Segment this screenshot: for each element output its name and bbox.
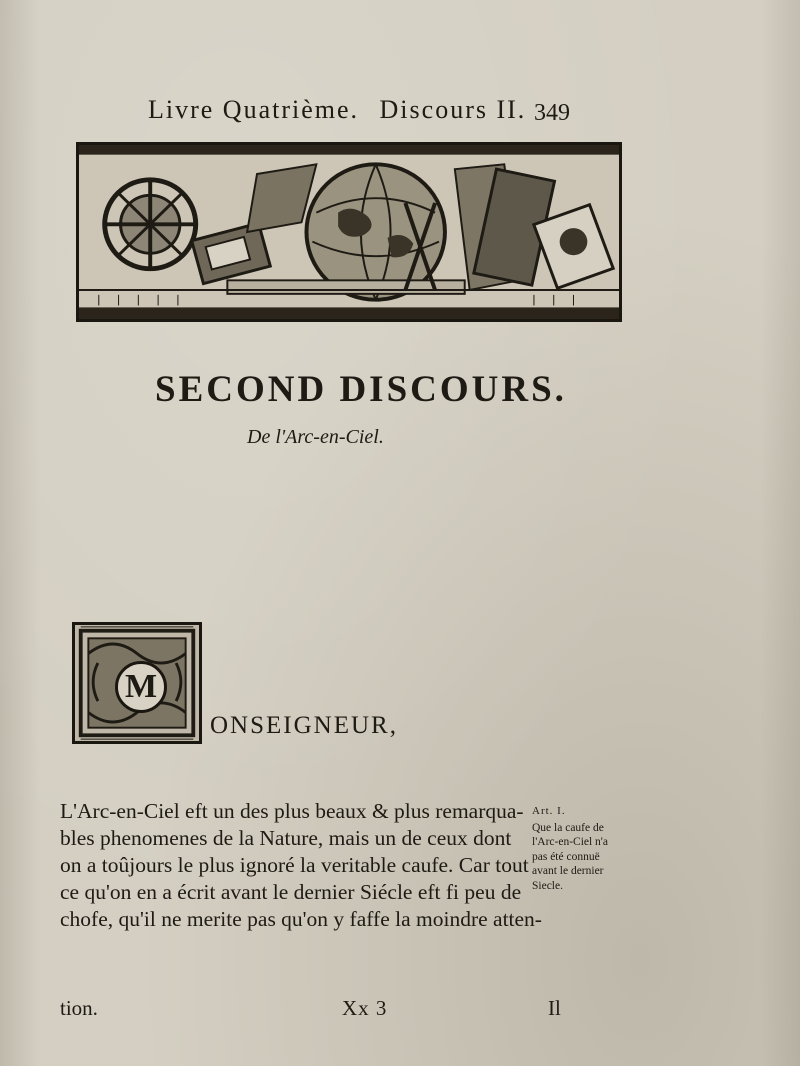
discourse-title: SECOND DISCOURS. <box>155 369 567 410</box>
ornamental-headpiece-icon <box>76 142 622 322</box>
running-head <box>148 95 526 125</box>
salutation: ONSEIGNEUR, <box>210 712 398 739</box>
initial-letter: M <box>115 661 167 713</box>
decorated-initial <box>72 622 202 744</box>
headpiece-engraving <box>79 145 619 319</box>
signature-mark: Xx 3 <box>342 996 388 1020</box>
running-head-discourse: Discours II. <box>379 95 527 124</box>
running-head-book: Livre Quatrième. <box>148 95 360 124</box>
marginal-note-line: l'Arc-en-Ciel n'a <box>532 836 608 848</box>
body-paragraph <box>60 798 542 933</box>
body-line: bles phenomenes de la Nature, mais un de ceux dont <box>60 826 512 850</box>
body-last-line: tion. <box>60 996 98 1020</box>
catchword: Il <box>548 996 561 1020</box>
marginal-note <box>532 804 642 893</box>
page-number: 349 <box>534 100 570 126</box>
body-line: ce qu'on en a écrit avant le dernier Siécle eft fi peu de <box>60 880 522 904</box>
body-line: on a toûjours le plus ignoré la veritable caufe. Car tout <box>60 853 529 877</box>
discourse-subtitle: De l'Arc-en-Ciel. <box>247 426 384 448</box>
body-line: chofe, qu'il ne merite pas qu'on y faffe la moindre atten- <box>60 907 542 931</box>
marginal-note-line: pas été connuë <box>532 850 600 863</box>
page-footer <box>60 996 570 1026</box>
marginal-note-line: Que la caufe de <box>532 821 604 834</box>
marginal-note-line: Siecle. <box>532 879 563 892</box>
marginal-article-number: Art. I. <box>532 805 566 817</box>
marginal-note-line: avant le dernier <box>532 865 604 877</box>
body-line: L'Arc-en-Ciel eft un des plus beaux & plus remarqua- <box>60 799 524 823</box>
